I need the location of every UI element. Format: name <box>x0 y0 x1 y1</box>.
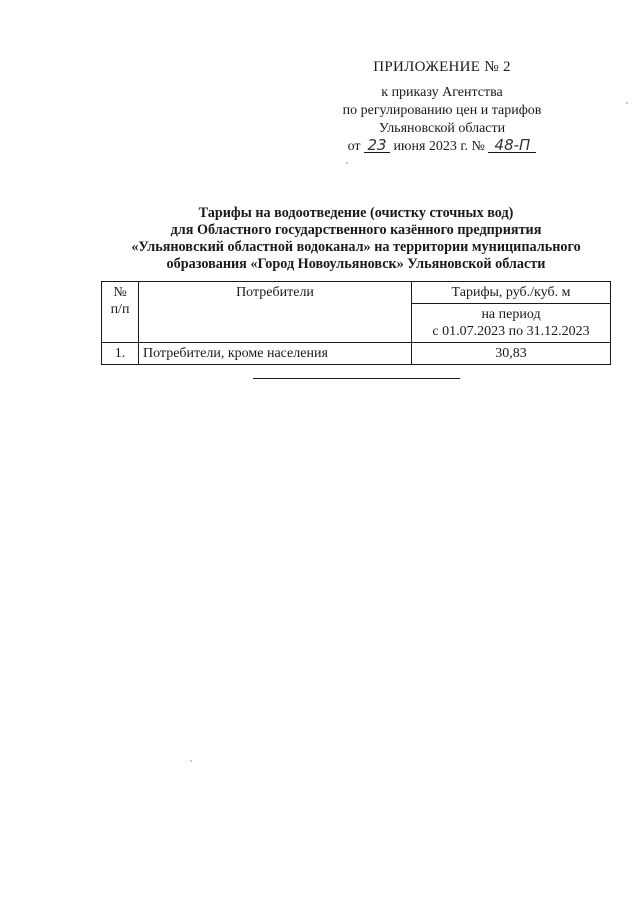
header-cell-period <box>412 304 611 343</box>
period-range: с 01.07.2023 по 31.12.2023 <box>432 324 590 339</box>
row-number: 1. <box>102 343 139 365</box>
title-line-2: для Областного государственного казённого предприятия <box>170 222 542 238</box>
scan-speck <box>346 162 348 164</box>
header-line-1: к приказу Агентства <box>381 85 503 100</box>
table-header-row <box>102 282 611 304</box>
document-title <box>100 205 612 273</box>
order-middle: июня 2023 г. № <box>393 139 485 154</box>
row-tariff-value: 30,83 <box>412 343 611 365</box>
title-line-3: «Ульяновский областной водоканал» на территории муниципального <box>131 239 581 255</box>
row-consumer: Потребители, кроме населения <box>139 343 412 365</box>
tariffs-table <box>101 281 611 365</box>
end-divider <box>253 378 460 379</box>
header-number-symbol: № <box>113 285 127 300</box>
header-line-3: Ульяновской области <box>378 121 506 136</box>
title-line-4: образования «Город Новоульяновск» Ульяновской области <box>166 256 546 272</box>
header-number-abbr: п/п <box>110 302 130 317</box>
order-day-handwritten: 23 <box>364 138 390 153</box>
appendix-header <box>312 58 572 156</box>
table-row <box>102 343 611 365</box>
scan-speck <box>190 760 192 762</box>
period-label: на период <box>481 307 541 322</box>
order-prefix: от <box>347 139 361 154</box>
order-line <box>312 138 572 156</box>
header-cell-tariffs: Тарифы, руб./куб. м <box>412 282 611 304</box>
order-number-handwritten: 48-П <box>488 138 536 153</box>
header-cell-number <box>102 282 139 343</box>
appendix-title: ПРИЛОЖЕНИЕ № 2 <box>373 59 511 75</box>
header-line-2: по регулированию цен и тарифов <box>342 103 542 118</box>
header-cell-consumers: Потребители <box>139 282 412 343</box>
title-line-1: Тарифы на водоотведение (очистку сточных вод) <box>198 205 514 221</box>
scan-speck <box>626 102 628 104</box>
